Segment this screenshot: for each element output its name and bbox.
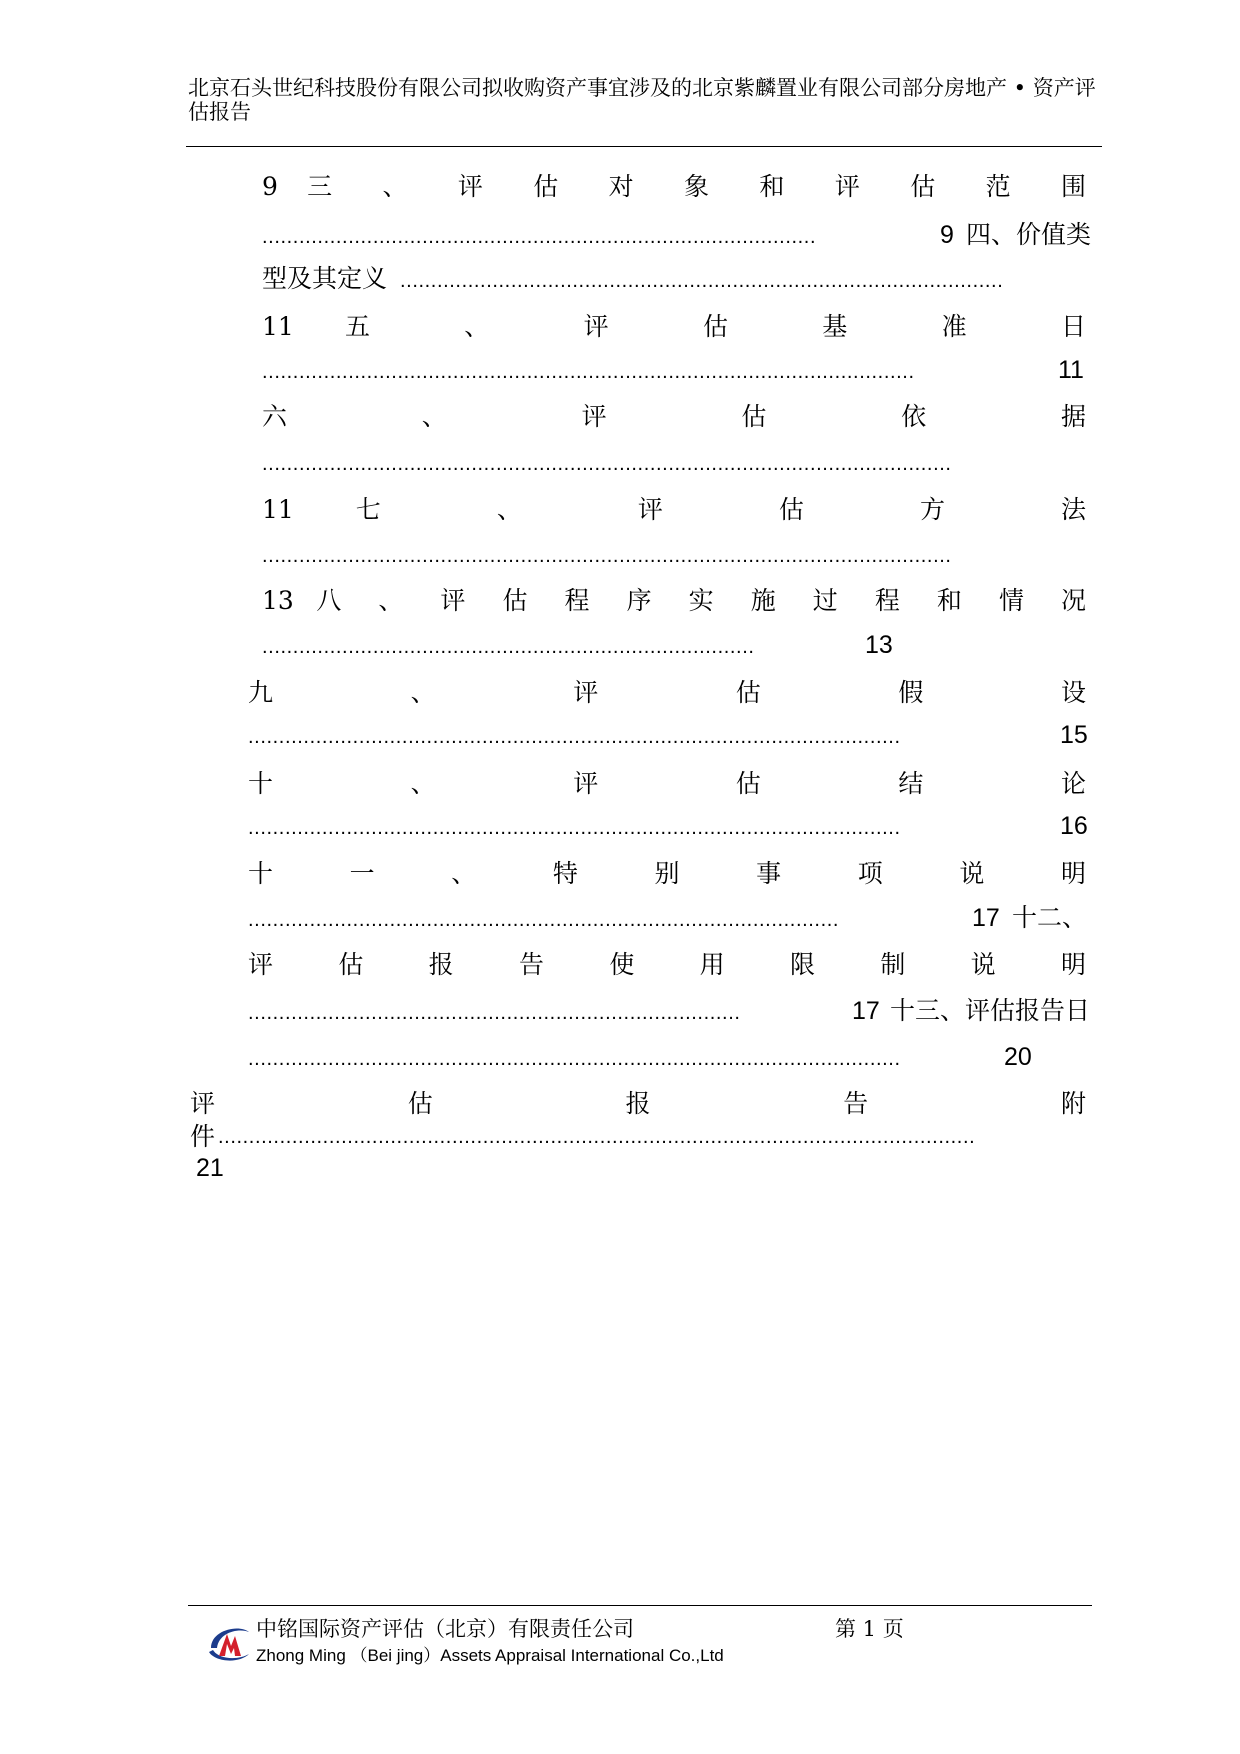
toc-page-number: 15 <box>1060 721 1088 749</box>
toc-line: 13 八 、 评 估 程 序 实 施 过 程 和 情 况 <box>262 586 1086 615</box>
toc-leader-dots: ................................................................................ <box>262 636 755 658</box>
toc-line: 十三、评估报告日 <box>890 996 1091 1025</box>
toc-page-number: 11 <box>1058 356 1084 384</box>
company-logo-icon <box>205 1618 253 1666</box>
toc-page-number: 17 <box>852 997 880 1025</box>
toc-line: 11 五 、 评 估 基 准 日 <box>262 312 1086 341</box>
toc-line: 9 三 、 评 估 对 象 和 评 估 范 围 <box>262 172 1086 201</box>
toc-leader-dots: ........................................................................................................................... <box>218 1126 976 1148</box>
toc-page-number: 9 <box>940 221 954 249</box>
footer-divider <box>188 1605 1092 1606</box>
page-number: 第 1 页 <box>835 1617 904 1641</box>
toc-leader-dots: ................................................................................................................ <box>262 545 952 567</box>
toc-line: 十 一 、 特 别 事 项 说 明 <box>248 859 1086 888</box>
toc-line: 评 估 报 告 使 用 限 制 说 明 <box>248 950 1086 979</box>
toc-leader-dots: ................................................................................................................ <box>262 453 952 475</box>
report-header-title: 北京石头世纪科技股份有限公司拟收购资产事宜涉及的北京紫麟置业有限公司部分房地产 • 资产评估报告 <box>188 76 1096 124</box>
toc-line: 十 、 评 估 结 论 <box>248 769 1086 798</box>
toc-leader-dots: .......................................................................................................... <box>248 726 901 748</box>
toc-leader-dots: .......................................................................................... <box>262 226 817 248</box>
toc-page-number: 17 <box>972 904 1000 932</box>
toc-page-number: 16 <box>1060 812 1088 840</box>
toc-leader-dots: .......................................................................................................... <box>248 817 901 839</box>
toc-line: 评 估 报 告 附 <box>190 1089 1086 1118</box>
toc-line: 型及其定义 <box>262 264 388 293</box>
toc-leader-dots: .......................................................................................................... <box>262 361 915 383</box>
toc-line: 十二、 <box>1012 903 1088 932</box>
toc-line: 九 、 评 估 假 设 <box>248 678 1086 707</box>
toc-page-number: 13 <box>865 631 893 659</box>
toc-line: 11 七 、 评 估 方 法 <box>262 495 1086 524</box>
footer-company-en: Zhong Ming （Bei jing）Assets Appraisal International Co.,Ltd <box>256 1646 724 1665</box>
toc-page-number: 20 <box>1004 1043 1032 1071</box>
toc-leader-dots: ................................................................................................ <box>248 909 840 931</box>
footer-company-cn: 中铭国际资产评估（北京）有限责任公司 <box>256 1617 634 1641</box>
toc-leader-dots: .......................................................................................................... <box>248 1048 901 1070</box>
toc-page-number: 21 <box>196 1154 224 1182</box>
header-divider <box>186 146 1102 147</box>
toc-line: 四、价值类 <box>966 220 1092 249</box>
toc-leader-dots: .................................................................................................. <box>400 270 1004 292</box>
toc-leader-dots: ................................................................................ <box>248 1002 741 1024</box>
toc-line: 六 、 评 估 依 据 <box>262 402 1086 431</box>
toc-line: 件 <box>190 1122 216 1151</box>
